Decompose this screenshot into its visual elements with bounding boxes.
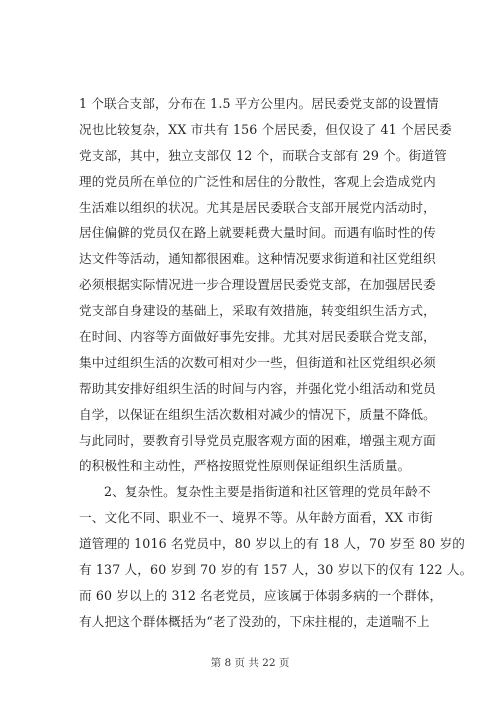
text-line: 达文件等活动，通知都很困难。这种情况要求街道和社区党组织 bbox=[79, 251, 436, 267]
text-line: 帮助其安排好组织生活的时间与内容，并强化党小组活动和党员 bbox=[79, 380, 436, 396]
text-line: 必须根据实际情况进一步合理设置居民委党支部，在加强居民委 bbox=[79, 277, 436, 293]
text-line: 而 60 岁以上的 312 名老党员，应该属于体弱多病的一个群体， bbox=[79, 587, 443, 603]
text-line: 况也比较复杂，XX 市共有 156 个居民委，但仅设了 41 个居民委 bbox=[79, 121, 452, 137]
text-line: 自学，以保证在组织生活次数相对减少的情况下，质量不降低。 bbox=[79, 406, 436, 422]
text-line: 党支部，其中，独立支部仅 12 个，而联合支部有 29 个。街道管 bbox=[79, 147, 447, 163]
text-line: 与此同时，要教育引导党员克服客观方面的困难，增强主观方面 bbox=[79, 432, 436, 448]
text-line: 有 137 人，60 岁到 70 岁的有 157 人，30 岁以下的仅有 122 人。 bbox=[79, 562, 473, 578]
page-number-footer: 第 8 页 共 22 页 bbox=[210, 657, 290, 669]
document-body bbox=[79, 91, 473, 635]
paragraph-start-line: 2、复杂性。复杂性主要是指街道和社区管理的党员年龄不 bbox=[104, 484, 431, 500]
text-line: 生活难以组织的状况。尤其是居民委联合支部开展党内活动时， bbox=[79, 199, 436, 215]
text-line: 一、文化不同、职业不一、境界不等。从年龄方面看，XX 市街 bbox=[79, 510, 433, 526]
text-line: 党支部自身建设的基础上，采取有效措施，转变组织生活方式， bbox=[79, 303, 436, 319]
text-line: 道管理的 1016 名党员中，80 岁以上的有 18 人，70 岁至 80 岁的 bbox=[79, 536, 466, 552]
text-line: 集中过组织生活的次数可相对少一些，但街道和社区党组织必须 bbox=[79, 354, 436, 370]
text-line: 理的党员所在单位的广泛性和居住的分散性，客观上会造成党内 bbox=[79, 173, 436, 189]
text-line: 在时间、内容等方面做好事先安排。尤其对居民委联合党支部， bbox=[79, 329, 436, 345]
text-line: 有人把这个群体概括为“老了没劲的，下床拄棍的，走道喘不上 bbox=[79, 613, 430, 629]
text-line: 的积极性和主动性，严格按照党性原则保证组织生活质量。 bbox=[79, 458, 411, 474]
text-line: 1 个联合支部，分布在 1.5 平方公里内。居民委党支部的设置情 bbox=[79, 96, 439, 111]
text-line: 居住偏僻的党员仅在路上就要耗费大量时间。而遇有临时性的传 bbox=[79, 225, 436, 241]
